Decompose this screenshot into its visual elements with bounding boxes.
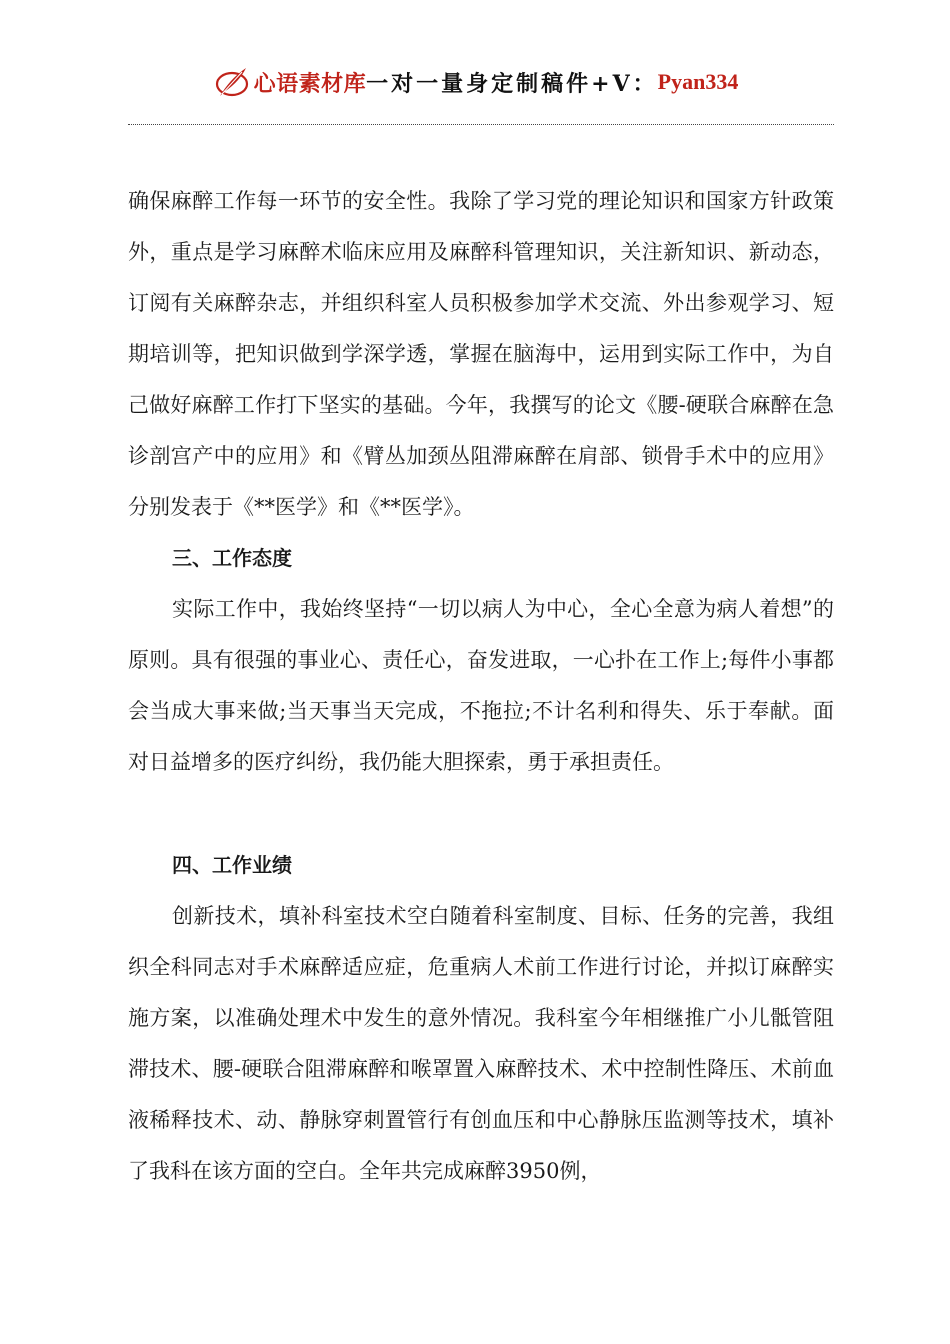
header-divider: [128, 124, 834, 125]
header-tagline: 一对一量身定制稿件+V：: [366, 70, 658, 97]
document-body: [128, 176, 834, 1197]
spacer: [128, 788, 834, 840]
feather-quill-icon: [212, 62, 252, 102]
contact-id: Pyan334: [657, 69, 739, 94]
brand-name: 心语素材库: [253, 70, 367, 97]
page-header: [0, 60, 950, 104]
paragraph: 确保麻醉工作每一环节的安全性。我除了学习党的理论知识和国家方针政策外，重点是学习麻醉术临床应用及麻醉科管理知识，关注新知识、新动态，订阅有关麻醉杂志，并组织科室人员积极参加学术交流、外出参观学习、短期培训等，把知识做到学深学透，掌握在脑海中，运用到实际工作中，为自己做好麻醉工作打下坚实的基础。今年，我撰写的论文《腰-硬联合麻醉在急诊剖宫产中的应用》和《臂丛加颈丛阻滞麻醉在肩部、锁骨手术中的应用》分别发表于《**医学》和《**医学》。: [128, 189, 834, 519]
section-heading: 三、工作态度: [172, 546, 292, 570]
section-heading: 四、工作业绩: [172, 853, 292, 877]
paragraph: 创新技术，填补科室技术空白随着科室制度、目标、任务的完善，我组织全科同志对手术麻醉适应症，危重病人术前工作进行讨论，并拟订麻醉实施方案，以准确处理术中发生的意外情况。我科室今年相继推广小儿骶管阻滞技术、腰-硬联合阻滞麻醉和喉罩置入麻醉技术、术中控制性降压、术前血液稀释技术、动、静脉穿刺置管行有创血压和中心静脉压监测等技术，填补了我科在该方面的空白。全年共完成麻醉3950例，: [128, 904, 834, 1183]
paragraph: 实际工作中，我始终坚持“一切以病人为中心，全心全意为病人着想”的原则。具有很强的事业心、责任心，奋发进取，一心扑在工作上;每件小事都会当成大事来做;当天事当天完成，不拖拉;不计名利和得失、乐于奉献。面对日益增多的医疗纠纷，我仍能大胆探索，勇于承担责任。: [128, 597, 834, 774]
